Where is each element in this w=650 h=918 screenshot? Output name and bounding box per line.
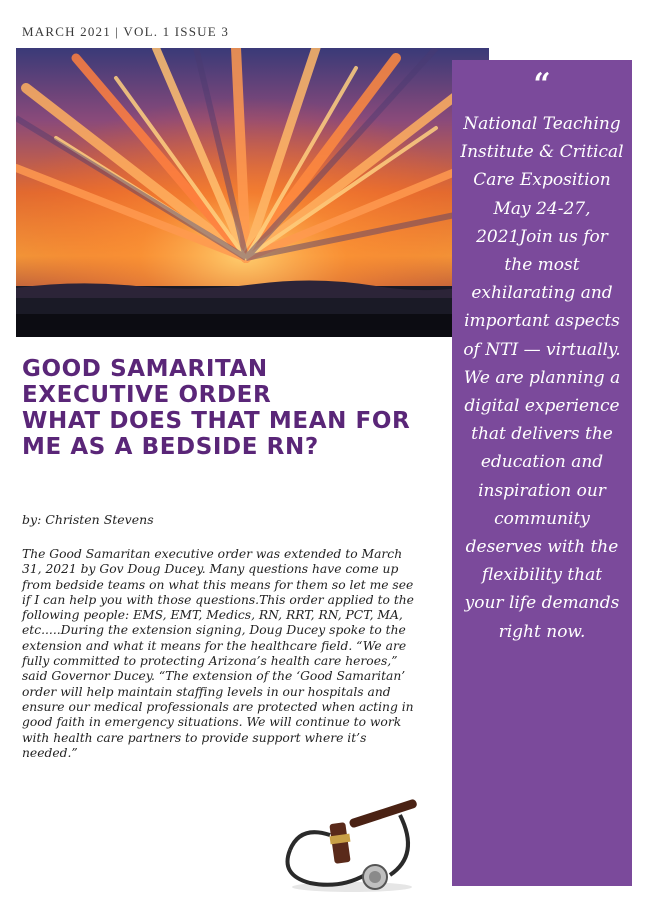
event-callout-sidebar <box>452 60 632 886</box>
headline-line: ME AS A BEDSIDE RN? <box>22 434 319 460</box>
event-callout-text: National Teaching Institute & Critical Care Exposition May 24-27, 2021Join us for the most exhilarating and important aspects of NTI — virtually. We are planning a digital experience that delivers the education and inspiration our community deserves with the flexibility that your life demands right now. <box>460 114 624 642</box>
quote-mark-icon: “ <box>533 67 551 102</box>
article-body: The Good Samaritan executive order was extended to March 31, 2021 by Gov Doug Ducey. Many questions have come up from bedside teams on what this means for them so let me see if I can help you with those questions.This order applied to the following people: EMS, EMT, Medics, RN, RRT, RN, PCT, MA, etc.....During the extension signing, Doug Ducey spoke to the extension and what it means for the healthcare field. “We are fully committed to protecting Arizona’s health care heroes,” said Governor Ducey. “The extension of the ‘Good Samaritan’ order will help maintain staffing levels in our hospitals and ensure our medical professionals are protected when acting in good faith in emergency situations. We will continue to work with health care partners to provide support where it’s needed.” <box>22 547 414 760</box>
hero-sunset-image <box>16 48 489 337</box>
headline-line: WHAT DOES THAT MEAN FOR <box>22 408 411 434</box>
issue-masthead: MARCH 2021 | VOL. 1 ISSUE 3 <box>22 24 230 39</box>
gavel-stethoscope-image <box>270 795 430 895</box>
headline-line: EXECUTIVE ORDER <box>22 382 272 408</box>
article-headline <box>22 356 442 460</box>
gavel-stethoscope-icon <box>270 795 430 895</box>
sunset-sky-image <box>16 48 489 337</box>
article-byline: by: Christen Stevens <box>22 512 154 527</box>
headline-line: GOOD SAMARITAN <box>22 356 268 382</box>
